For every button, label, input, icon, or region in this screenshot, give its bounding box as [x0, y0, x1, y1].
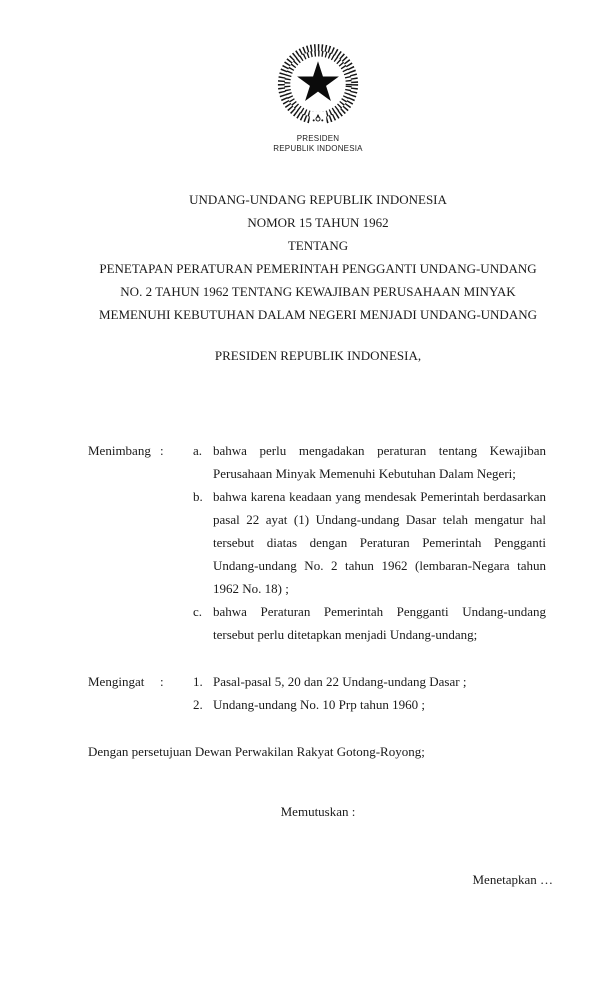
page-catchword: Menetapkan … [472, 872, 553, 887]
item-marker: 2. [193, 697, 203, 712]
mengingat-item-1 [193, 670, 546, 693]
star-wreath-icon [263, 40, 373, 132]
title-line-law-name: UNDANG-UNDANG REPUBLIK INDONESIA [189, 192, 447, 207]
item-marker: a. [193, 443, 203, 458]
title-line-number: NOMOR 15 TAHUN 1962 [247, 215, 389, 230]
title-line-tentang: TENTANG [287, 238, 349, 253]
item-marker: c. [193, 604, 203, 619]
title-line-subject-3: MEMENUHI KEBUTUHAN DALAM NEGERI MENJADI UNDANG-UNDANG [99, 307, 537, 322]
mengingat-item-2 [193, 693, 546, 716]
item-text: bahwa perlu mengadakan peraturan tentang Kewajiban Perusahaan Minyak Memenuhi Kebutuhan Dalam Negeri; [213, 443, 546, 481]
mengingat-label: Mengingat [88, 674, 145, 689]
menimbang-label: Menimbang [88, 443, 151, 458]
agreement-line: Dengan persetujuan Dewan Perwakilan Rakyat Gotong-Royong; [88, 744, 425, 759]
title-line-subject-1: PENETAPAN PERATURAN PEMERINTAH PENGGANTI UNDANG-UNDANG [99, 261, 537, 276]
seal-label-presiden: PRESIDEN [296, 134, 340, 143]
item-text: bahwa Peraturan Pemerintah Pengganti Undang-undang tersebut perlu ditetapkan menjadi Undang-undang; [213, 604, 546, 642]
document-title [76, 188, 560, 326]
item-text: Undang-undang No. 10 Prp tahun 1960 ; [213, 697, 425, 712]
menimbang-colon: : [160, 443, 164, 458]
item-text: Pasal-pasal 5, 20 dan 22 Undang-undang Dasar ; [213, 674, 467, 689]
star-icon [297, 61, 339, 101]
menimbang-item-c [193, 600, 546, 646]
menimbang-item-b [193, 485, 546, 600]
decision-heading: Memutuskan : [280, 804, 356, 819]
item-marker: b. [193, 489, 203, 504]
item-text: bahwa karena keadaan yang mendesak Pemerintah berdasarkan pasal 22 ayat (1) Undang-undang Dasar telah mengatur hal tersebut diatas dengan Peraturan Pemerintah Pengganti Undang-undang No. 2 tahun 1962 (lembaran-Negara tahun 1962 No. 18) ; [213, 489, 546, 596]
mengingat-colon: : [160, 674, 164, 689]
title-line-subject-2: NO. 2 TAHUN 1962 TENTANG KEWAJIBAN PERUSAHAAN MINYAK [120, 284, 516, 299]
menimbang-item-a [193, 439, 546, 485]
mengingat-section [88, 670, 546, 716]
menimbang-section [88, 439, 546, 646]
presidential-seal [258, 40, 378, 154]
salutation-line: PRESIDEN REPUBLIK INDONESIA, [214, 348, 422, 363]
item-marker: 1. [193, 674, 203, 689]
seal-label-republik-indonesia: REPUBLIK INDONESIA [273, 144, 363, 153]
